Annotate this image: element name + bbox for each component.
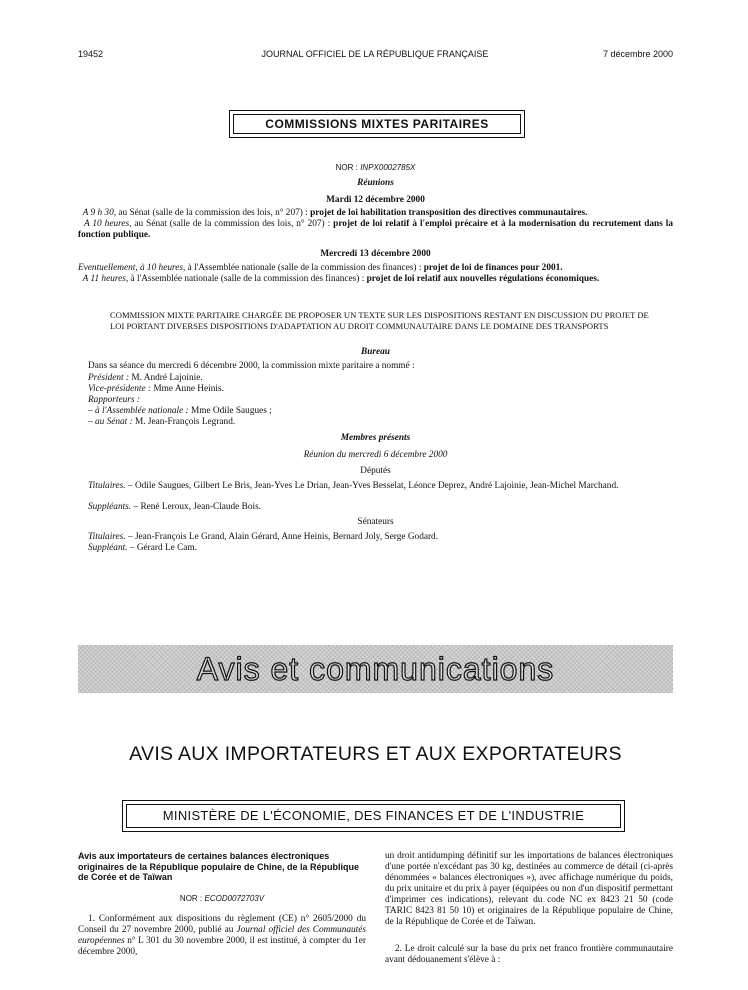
deputes-suppleants [88,502,261,513]
reunions-heading: Réunions [357,178,394,188]
agenda-text: projet de loi habilitation transposition des directives communautaires. [310,208,588,218]
avis-banner [78,645,673,693]
place-text: au Sénat (salle de la commission des lois, n° 207) : [131,219,334,229]
place-text: à l'Assemblée nationale (salle de la commission des finances) : [128,274,367,284]
journal-ref: Journal officiel des Communautés européennes [78,925,366,946]
page-number: 19452 [78,49,104,59]
journal-title: JOURNAL OFFICIEL DE LA RÉPUBLIQUE FRANÇAISE [261,49,489,59]
rapporteur-an [88,406,272,417]
member-list: – Odile Saugues, Gilbert Le Bris, Jean-Yves Le Drian, Jean-Yves Besselat, Léonce Deprez, André Lajoinie, Jean-Michel Marchand. [125,481,619,491]
deputes-titulaires [88,481,673,492]
para-text: n° L 301 du 30 novembre 2000, il est institué, à compter du 1er décembre 2000, [78,936,366,957]
time-text: A 9 h 30, [82,208,117,218]
role-label: Suppléants. [88,502,132,512]
member-list: – Gérard Le Cam. [127,543,197,553]
day2-item1 [78,263,673,274]
member-list: – Jean-François Le Grand, Alain Gérard, Anne Heinis, Bernard Joly, Serge Godard. [125,532,439,542]
bureau-intro: Dans sa séance du mercredi 6 décembre 2000, la commission mixte paritaire a nommé : [88,361,415,371]
banner-title: Avis et communications [196,651,555,687]
membres-reunion: Réunion du mercredi 6 décembre 2000 [303,450,448,460]
nor-label: NOR : [335,163,358,172]
time-text: A 10 heures, [83,219,132,229]
article-para2: 2. Le droit calculé sur la base du prix net franco frontière communautaire avant dédouanement s'élève à : [385,944,673,965]
agenda-text: projet de loi relatif aux nouvelles régulations économiques. [366,274,600,284]
article-nor [78,893,366,905]
senateurs-titulaires [88,532,438,543]
rapporteur-senat [88,417,235,428]
nor-label: NOR : [179,894,203,903]
deputes-heading: Députés [360,466,391,476]
commissions-title: COMMISSIONS MIXTES PARITAIRES [233,114,521,134]
rapporteurs-label: Rapporteurs : [88,395,140,405]
role-label: Suppléant. [88,543,128,553]
bureau-heading: Bureau [361,347,390,357]
role-label: Titulaires. [88,532,126,542]
article-right-para: un droit antidumping définitif sur les importations de balances électroniques d'une portée n'excédant pas 30 kg, destinées au commerce de détail (ci-après dénommées « balances électroniques »), avec affichage numérique du poids, du prix unitaire et du prix à payer (équipées ou non d'un dispositif permettant d'imprimer ces indications), relevant du code NC ex 8423 21 50 (code TARIC 8423 81 50 10) et originaires de la République populaire de Chine, de la République de Corée et de Taïwan. [385,851,673,927]
bureau-vice [88,384,224,395]
nor-line [78,162,673,174]
role-label: Titulaires. [88,481,126,491]
day2-heading: Mercredi 13 décembre 2000 [320,249,431,259]
role-label: – au Sénat : [88,417,133,427]
senateurs-heading: Sénateurs [357,517,394,527]
day1-item1 [78,208,673,219]
role-label: – à l'Assemblée nationale : [88,406,189,416]
article-title: Avis aux importateurs de certaines balances électroniques originaires de la République populaire de Chine, de la République de Corée et de Taïwan [78,851,360,882]
cmp-title: COMMISSION MIXTE PARITAIRE CHARGÉE DE PROPOSER UN TEXTE SUR LES DISPOSITIONS RESTANT EN DISCUSSION DU PROJET DE LOI PORTANT DIVERSES DISPOSITIONS D'ADAPTATION AU DROIT COMMUNAUTAIRE DANS LE DOMAINE DES TRANSPORTS [110,310,649,331]
bureau-president [88,373,203,384]
article-para1 [78,914,366,958]
person-name: Mme Anne Heinis. [151,384,224,394]
time-text: Eventuellement, à 10 heures, [78,263,186,273]
nor-code: ECOD0072703V [204,894,265,903]
role-label: Président : [88,373,130,383]
para-text: 1. Conformément aux dispositions du règlement (CE) n° 2605/2000 du Conseil du 27 novembre 2000, publié au [78,914,366,935]
place-text: à l'Assemblée nationale (salle de la commission des finances) : [185,263,424,273]
avis-title: AVIS AUX IMPORTATEURS ET AUX EXPORTATEURS [129,743,622,765]
ministry-title: MINISTÈRE DE L'ÉCONOMIE, DES FINANCES ET DE L'INDUSTRIE [126,804,621,828]
person-name: Mme Odile Saugues ; [188,406,272,416]
agenda-text: projet de loi relatif à l'emploi précaire et à la modernisation du recrutement dans la fonction publique. [78,219,674,240]
time-text: A 11 heures, [82,274,129,284]
place-text: au Sénat (salle de la commission des lois, n° 207) : [116,208,311,218]
person-name: M. André Lajoinie. [129,373,203,383]
senateurs-suppleant [88,543,197,554]
day2-item2 [78,274,673,285]
day1-heading: Mardi 12 décembre 2000 [326,195,425,205]
agenda-text: projet de loi de finances pour 2001. [423,263,563,273]
commissions-title-box [229,110,525,138]
person-name: M. Jean-François Legrand. [132,417,236,427]
role-label: Vice-présidente : [88,384,152,394]
membres-heading: Membres présents [340,433,411,443]
nor-code: INPX0002785X [360,163,416,172]
ministry-box [122,800,625,832]
member-list: – René Leroux, Jean-Claude Bois. [131,502,262,512]
day1-item2 [78,219,673,241]
header-date: 7 décembre 2000 [602,49,673,59]
